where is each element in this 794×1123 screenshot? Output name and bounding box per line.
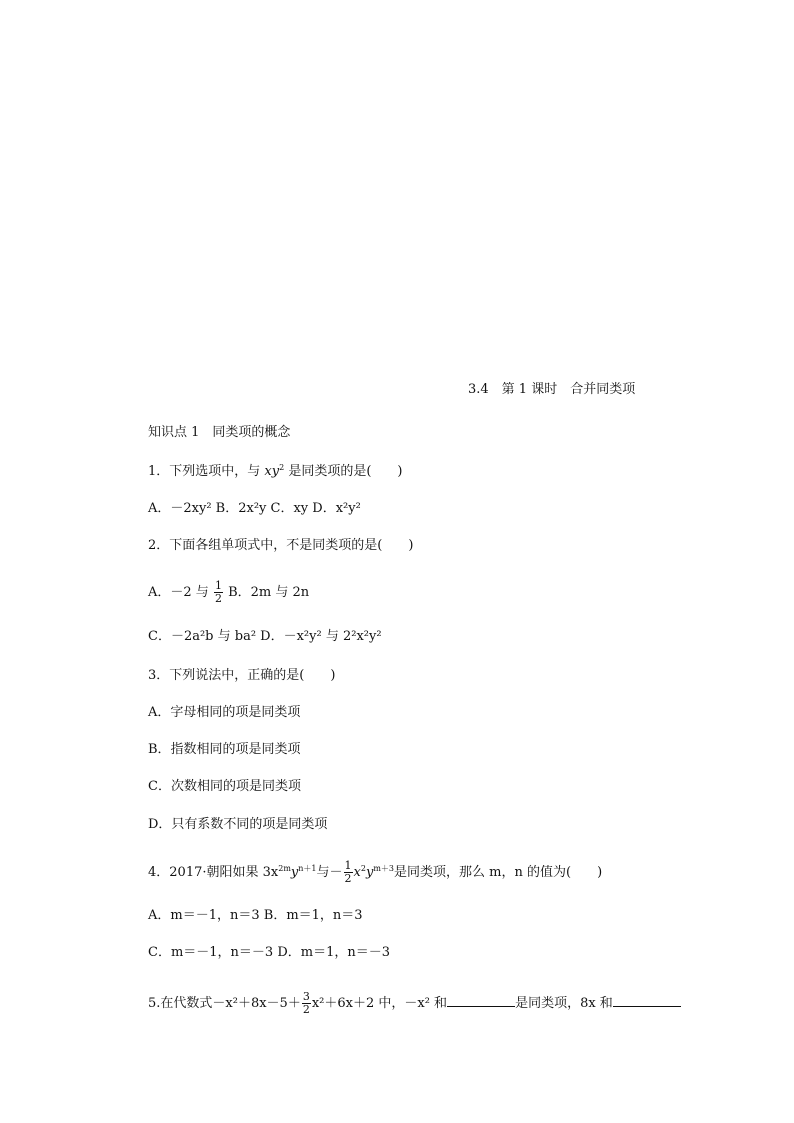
question-1-stem-start: 1．下列选项中，与 <box>148 464 265 479</box>
fraction-numerator: 1 <box>344 859 352 872</box>
fraction-one-half <box>214 580 223 605</box>
question-3-option-d: D．只有系数不同的项是同类项 <box>148 817 328 832</box>
question-5-stem <box>148 991 681 1016</box>
question-3-stem: 3．下列说法中，正确的是( ) <box>148 668 336 683</box>
question-4-mid: 与－ <box>316 865 343 880</box>
question-2-options-cd: C．－2a²b 与 ba² D．－x²y² 与 2²x²y² <box>148 629 382 644</box>
exponent: 2 <box>360 864 366 873</box>
exponent: m＋3 <box>373 864 395 873</box>
question-4-options-ab: A．m＝－1，n＝3 B．m＝1，n＝3 <box>148 908 363 923</box>
fraction-numerator: 3 <box>302 990 310 1003</box>
question-4-stem: 4．2017·朝阳如果 $3x^{2m}y^{n+1}$与－ $\frac{1}{2}$ $x^2y^{m+3}$是同类项，那么 m，n 的值为( ) <box>148 859 603 885</box>
question-1-options: A．－2xy² B．2x²y C．xy D．x²y² <box>148 501 361 516</box>
question-4-options-cd: C．m＝－1，n＝－3 D．m＝1，n＝－3 <box>148 945 390 960</box>
question-5-stem-mid: x²＋6x＋2 中，－x² 和 <box>311 996 448 1011</box>
fraction-three-halves <box>302 991 311 1016</box>
fraction-denominator: 2 <box>214 592 222 605</box>
fraction-one-half <box>344 860 353 885</box>
section-title: 3.4 第 1 课时 合并同类项 <box>468 382 636 397</box>
question-2-option-a: A．－2 与 <box>148 585 209 600</box>
question-2-stem: 2．下面各组单项式中，不是同类项的是( ) <box>148 538 414 553</box>
knowledge-point-heading: 知识点 1 同类项的概念 <box>148 425 291 440</box>
question-1-stem-end: 是同类项的是( ) <box>284 464 403 479</box>
fraction-denominator: 2 <box>344 872 352 885</box>
question-5-stem-end: 是同类项，8x 和 <box>515 996 613 1011</box>
answer-blank[interactable] <box>613 994 681 1007</box>
question-1-stem: 1．下列选项中，与 $xy^2$ 是同类项的是( ) <box>148 463 403 479</box>
question-2-option-b: B．2m 与 2n <box>228 585 310 600</box>
fraction-numerator: 1 <box>214 579 222 592</box>
question-3-option-c: C．次数相同的项是同类项 <box>148 779 301 794</box>
question-4-stem-start: 4．2017·朝阳如果 3x <box>148 865 279 880</box>
exponent: 2m <box>278 864 291 873</box>
answer-blank[interactable] <box>447 994 515 1007</box>
question-3-option-b: B．指数相同的项是同类项 <box>148 742 301 757</box>
question-2-options-ab <box>148 580 309 605</box>
exponent: n＋1 <box>298 864 317 873</box>
question-4-stem-end: 是同类项，那么 m，n 的值为( ) <box>394 865 603 880</box>
question-3-option-a: A．字母相同的项是同类项 <box>148 705 301 720</box>
question-5-stem-start: 5.在代数式－x²＋8x－5＋ <box>148 996 301 1011</box>
fraction-denominator: 2 <box>302 1003 310 1016</box>
